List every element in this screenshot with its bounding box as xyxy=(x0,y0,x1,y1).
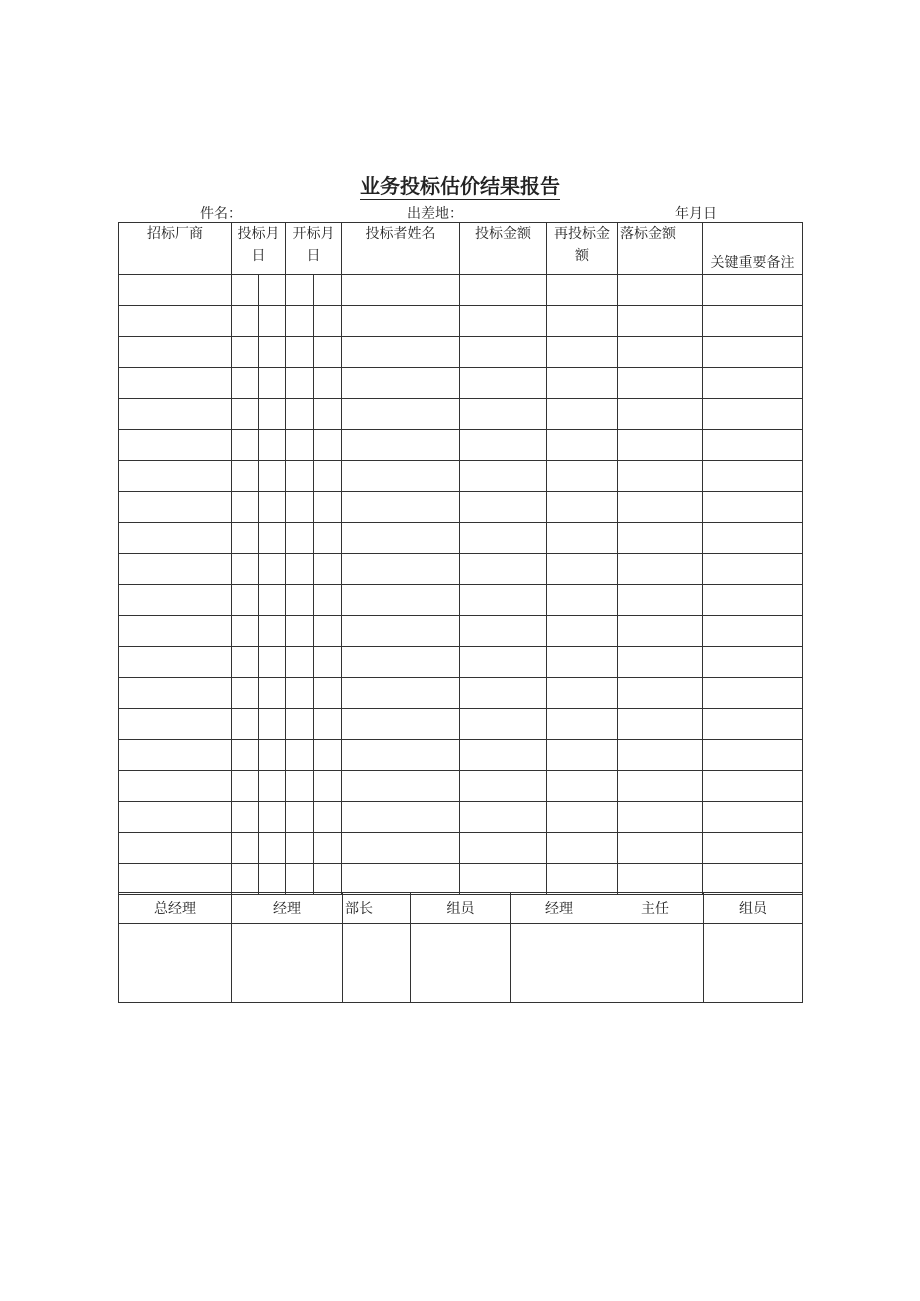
table-cell[interactable] xyxy=(259,740,286,771)
table-cell[interactable] xyxy=(232,585,259,616)
table-cell[interactable] xyxy=(119,368,232,399)
table-cell[interactable] xyxy=(703,647,803,678)
table-cell[interactable] xyxy=(460,740,547,771)
table-cell[interactable] xyxy=(342,709,460,740)
table-cell[interactable] xyxy=(119,585,232,616)
table-cell[interactable] xyxy=(618,275,703,306)
table-cell[interactable] xyxy=(618,678,703,709)
table-cell[interactable] xyxy=(259,554,286,585)
table-cell[interactable] xyxy=(460,492,547,523)
table-cell[interactable] xyxy=(314,771,342,802)
table-cell[interactable] xyxy=(286,399,314,430)
table-cell[interactable] xyxy=(703,275,803,306)
table-cell[interactable] xyxy=(259,585,286,616)
table-cell[interactable] xyxy=(703,554,803,585)
table-cell[interactable] xyxy=(314,616,342,647)
table-cell[interactable] xyxy=(618,771,703,802)
table-cell[interactable] xyxy=(259,492,286,523)
table-row xyxy=(119,647,803,678)
table-cell[interactable] xyxy=(342,275,460,306)
table-cell[interactable] xyxy=(342,616,460,647)
table-cell[interactable] xyxy=(314,306,342,337)
table-cell[interactable] xyxy=(547,275,618,306)
table-cell[interactable] xyxy=(314,833,342,864)
table-cell[interactable] xyxy=(703,709,803,740)
table-cell[interactable] xyxy=(286,864,314,895)
table-cell[interactable] xyxy=(119,709,232,740)
table-cell[interactable] xyxy=(460,337,547,368)
table-cell[interactable] xyxy=(342,461,460,492)
table-row xyxy=(119,368,803,399)
table-cell[interactable] xyxy=(119,461,232,492)
table-cell[interactable] xyxy=(286,430,314,461)
table-cell[interactable] xyxy=(314,275,342,306)
table-cell[interactable] xyxy=(232,864,259,895)
table-cell[interactable] xyxy=(259,306,286,337)
table-cell[interactable] xyxy=(259,678,286,709)
table-cell[interactable] xyxy=(547,461,618,492)
table-cell[interactable] xyxy=(618,430,703,461)
table-cell[interactable] xyxy=(547,337,618,368)
table-row xyxy=(119,585,803,616)
table-cell[interactable] xyxy=(547,678,618,709)
table-cell[interactable] xyxy=(460,833,547,864)
table-cell[interactable] xyxy=(286,554,314,585)
signature-box[interactable] xyxy=(343,924,411,1003)
table-cell[interactable] xyxy=(342,585,460,616)
table-cell[interactable] xyxy=(232,399,259,430)
table-cell[interactable] xyxy=(703,461,803,492)
date-label: 年月日 xyxy=(675,206,717,222)
table-cell[interactable] xyxy=(314,461,342,492)
header-bidder-name: 投标者姓名 xyxy=(342,223,460,275)
table-cell[interactable] xyxy=(286,833,314,864)
manager2-label: 经理 xyxy=(545,901,573,917)
table-cell[interactable] xyxy=(342,678,460,709)
table-cell[interactable] xyxy=(259,709,286,740)
table-cell[interactable] xyxy=(286,492,314,523)
table-row xyxy=(119,709,803,740)
header-bid-date: 投标月日 xyxy=(232,223,286,275)
table-cell[interactable] xyxy=(703,864,803,895)
table-cell[interactable] xyxy=(547,492,618,523)
table-cell[interactable] xyxy=(119,275,232,306)
item-name-label: 件名： xyxy=(200,206,242,222)
bid-report-table xyxy=(118,222,803,895)
table-cell[interactable] xyxy=(547,430,618,461)
table-cell[interactable] xyxy=(232,554,259,585)
table-cell[interactable] xyxy=(232,647,259,678)
manager-label: 经理 xyxy=(232,893,343,924)
table-cell[interactable] xyxy=(460,368,547,399)
signature-header-row xyxy=(119,893,803,924)
table-cell[interactable] xyxy=(460,461,547,492)
table-cell[interactable] xyxy=(232,306,259,337)
table-cell[interactable] xyxy=(286,585,314,616)
table-cell[interactable] xyxy=(314,647,342,678)
table-cell[interactable] xyxy=(618,306,703,337)
table-cell[interactable] xyxy=(547,740,618,771)
table-cell[interactable] xyxy=(618,802,703,833)
header-vendor: 招标厂商 xyxy=(119,223,232,275)
signature-box[interactable] xyxy=(704,924,803,1003)
table-cell[interactable] xyxy=(286,461,314,492)
table-cell[interactable] xyxy=(119,771,232,802)
table-cell[interactable] xyxy=(286,368,314,399)
table-cell[interactable] xyxy=(259,771,286,802)
table-cell[interactable] xyxy=(314,740,342,771)
table-row xyxy=(119,306,803,337)
table-cell[interactable] xyxy=(460,864,547,895)
signature-box[interactable] xyxy=(119,924,232,1003)
table-cell[interactable] xyxy=(460,616,547,647)
page-title: 业务投标估价结果报告 xyxy=(360,174,560,198)
table-row xyxy=(119,554,803,585)
table-cell[interactable] xyxy=(460,275,547,306)
table-cell[interactable] xyxy=(342,368,460,399)
table-cell[interactable] xyxy=(618,709,703,740)
table-cell[interactable] xyxy=(314,430,342,461)
table-cell[interactable] xyxy=(460,430,547,461)
table-cell[interactable] xyxy=(232,771,259,802)
table-cell[interactable] xyxy=(259,430,286,461)
table-cell[interactable] xyxy=(119,864,232,895)
table-cell[interactable] xyxy=(460,802,547,833)
header-award-amount: 落标金额 xyxy=(618,223,703,275)
table-cell[interactable] xyxy=(547,647,618,678)
table-cell[interactable] xyxy=(119,616,232,647)
table-cell[interactable] xyxy=(259,275,286,306)
table-cell[interactable] xyxy=(314,554,342,585)
table-cell[interactable] xyxy=(342,523,460,554)
table-cell[interactable] xyxy=(618,740,703,771)
table-cell[interactable] xyxy=(119,523,232,554)
table-cell[interactable] xyxy=(342,771,460,802)
table-cell[interactable] xyxy=(119,554,232,585)
table-cell[interactable] xyxy=(618,585,703,616)
supervisor-label: 主任 xyxy=(641,901,669,917)
table-cell[interactable] xyxy=(618,647,703,678)
table-cell[interactable] xyxy=(314,709,342,740)
table-cell[interactable] xyxy=(547,306,618,337)
table-cell[interactable] xyxy=(618,523,703,554)
table-row xyxy=(119,740,803,771)
table-cell[interactable] xyxy=(547,864,618,895)
destination-label: 出差地： xyxy=(407,206,463,222)
table-cell[interactable] xyxy=(119,678,232,709)
table-cell[interactable] xyxy=(703,523,803,554)
table-cell[interactable] xyxy=(618,864,703,895)
table-cell[interactable] xyxy=(547,616,618,647)
table-cell[interactable] xyxy=(119,430,232,461)
member-label: 组员 xyxy=(411,893,511,924)
table-cell[interactable] xyxy=(460,709,547,740)
table-cell[interactable] xyxy=(232,430,259,461)
table-cell[interactable] xyxy=(259,368,286,399)
signature-blank-row xyxy=(119,924,803,1003)
table-cell[interactable] xyxy=(232,523,259,554)
table-cell[interactable] xyxy=(314,802,342,833)
table-cell[interactable] xyxy=(618,616,703,647)
table-cell[interactable] xyxy=(342,399,460,430)
table-cell[interactable] xyxy=(547,523,618,554)
table-cell[interactable] xyxy=(703,430,803,461)
table-cell[interactable] xyxy=(703,492,803,523)
table-cell[interactable] xyxy=(342,337,460,368)
table-row xyxy=(119,399,803,430)
table-cell[interactable] xyxy=(547,709,618,740)
table-cell[interactable] xyxy=(547,368,618,399)
table-cell[interactable] xyxy=(314,585,342,616)
table-cell[interactable] xyxy=(119,647,232,678)
table-cell[interactable] xyxy=(286,802,314,833)
table-cell[interactable] xyxy=(286,678,314,709)
table-cell[interactable] xyxy=(119,802,232,833)
table-cell[interactable] xyxy=(703,678,803,709)
table-row xyxy=(119,771,803,802)
table-cell[interactable] xyxy=(703,585,803,616)
table-cell[interactable] xyxy=(232,368,259,399)
table-cell[interactable] xyxy=(618,368,703,399)
table-cell[interactable] xyxy=(342,802,460,833)
table-cell[interactable] xyxy=(286,771,314,802)
table-row xyxy=(119,523,803,554)
table-cell[interactable] xyxy=(618,833,703,864)
table-cell[interactable] xyxy=(314,492,342,523)
signature-table xyxy=(118,892,803,1003)
table-cell[interactable] xyxy=(286,523,314,554)
table-cell[interactable] xyxy=(342,833,460,864)
table-cell[interactable] xyxy=(119,337,232,368)
table-cell[interactable] xyxy=(286,647,314,678)
table-cell[interactable] xyxy=(703,368,803,399)
table-cell[interactable] xyxy=(618,492,703,523)
table-cell[interactable] xyxy=(232,616,259,647)
table-cell[interactable] xyxy=(259,802,286,833)
table-cell[interactable] xyxy=(460,771,547,802)
table-cell[interactable] xyxy=(547,833,618,864)
table-cell[interactable] xyxy=(547,585,618,616)
table-cell[interactable] xyxy=(618,461,703,492)
table-cell[interactable] xyxy=(259,616,286,647)
header-bid-amount: 投标金额 xyxy=(460,223,547,275)
table-cell[interactable] xyxy=(232,740,259,771)
header-open-date: 开标月日 xyxy=(286,223,342,275)
table-cell[interactable] xyxy=(547,802,618,833)
signature-box[interactable] xyxy=(411,924,511,1003)
table-row xyxy=(119,802,803,833)
table-cell[interactable] xyxy=(703,306,803,337)
table-cell[interactable] xyxy=(460,523,547,554)
table-cell[interactable] xyxy=(460,647,547,678)
table-cell[interactable] xyxy=(286,740,314,771)
table-row xyxy=(119,492,803,523)
header-rebid-amount: 再投标金额 xyxy=(547,223,618,275)
table-cell[interactable] xyxy=(232,802,259,833)
table-cell[interactable] xyxy=(232,678,259,709)
signature-box[interactable] xyxy=(232,924,343,1003)
table-cell[interactable] xyxy=(314,399,342,430)
table-cell[interactable] xyxy=(342,864,460,895)
table-cell[interactable] xyxy=(119,492,232,523)
table-cell[interactable] xyxy=(286,337,314,368)
table-row xyxy=(119,864,803,895)
signature-box[interactable] xyxy=(511,924,704,1003)
table-row xyxy=(119,833,803,864)
table-cell[interactable] xyxy=(259,399,286,430)
table-cell[interactable] xyxy=(342,740,460,771)
member2-label: 组员 xyxy=(704,893,803,924)
table-cell[interactable] xyxy=(703,616,803,647)
table-cell[interactable] xyxy=(342,430,460,461)
table-cell[interactable] xyxy=(703,771,803,802)
table-cell[interactable] xyxy=(460,306,547,337)
table-cell[interactable] xyxy=(259,833,286,864)
table-cell[interactable] xyxy=(232,337,259,368)
table-cell[interactable] xyxy=(703,833,803,864)
table-cell[interactable] xyxy=(703,802,803,833)
table-cell[interactable] xyxy=(547,399,618,430)
table-cell[interactable] xyxy=(286,616,314,647)
table-cell[interactable] xyxy=(460,554,547,585)
table-cell[interactable] xyxy=(460,678,547,709)
table-cell[interactable] xyxy=(314,523,342,554)
manager-supervisor-cell xyxy=(511,893,704,924)
table-cell[interactable] xyxy=(259,864,286,895)
table-cell[interactable] xyxy=(342,492,460,523)
table-header-row xyxy=(119,223,803,275)
table-cell[interactable] xyxy=(618,337,703,368)
table-cell[interactable] xyxy=(342,306,460,337)
table-cell[interactable] xyxy=(232,709,259,740)
table-cell[interactable] xyxy=(119,306,232,337)
director-label: 部长 xyxy=(343,893,411,924)
table-cell[interactable] xyxy=(618,554,703,585)
table-cell[interactable] xyxy=(460,399,547,430)
table-cell[interactable] xyxy=(119,399,232,430)
table-cell[interactable] xyxy=(460,585,547,616)
table-cell[interactable] xyxy=(314,337,342,368)
table-row xyxy=(119,461,803,492)
table-cell[interactable] xyxy=(259,337,286,368)
table-cell[interactable] xyxy=(703,740,803,771)
table-cell[interactable] xyxy=(314,864,342,895)
table-cell[interactable] xyxy=(232,461,259,492)
table-cell[interactable] xyxy=(232,833,259,864)
table-cell[interactable] xyxy=(547,554,618,585)
table-cell[interactable] xyxy=(259,523,286,554)
table-cell[interactable] xyxy=(314,368,342,399)
general-manager-label: 总经理 xyxy=(119,893,232,924)
table-row xyxy=(119,678,803,709)
table-cell[interactable] xyxy=(286,709,314,740)
table-cell[interactable] xyxy=(703,399,803,430)
table-cell[interactable] xyxy=(286,306,314,337)
table-row xyxy=(119,275,803,306)
table-row xyxy=(119,430,803,461)
table-cell[interactable] xyxy=(232,492,259,523)
table-cell[interactable] xyxy=(232,275,259,306)
table-cell[interactable] xyxy=(286,275,314,306)
table-cell[interactable] xyxy=(342,554,460,585)
table-cell[interactable] xyxy=(259,461,286,492)
table-cell[interactable] xyxy=(119,740,232,771)
table-row xyxy=(119,616,803,647)
table-cell[interactable] xyxy=(259,647,286,678)
table-cell[interactable] xyxy=(314,678,342,709)
table-cell[interactable] xyxy=(342,647,460,678)
table-cell[interactable] xyxy=(547,771,618,802)
table-cell[interactable] xyxy=(618,399,703,430)
table-row xyxy=(119,337,803,368)
header-remarks: 关键重要备注 xyxy=(703,223,803,275)
table-cell[interactable] xyxy=(703,337,803,368)
table-cell[interactable] xyxy=(119,833,232,864)
